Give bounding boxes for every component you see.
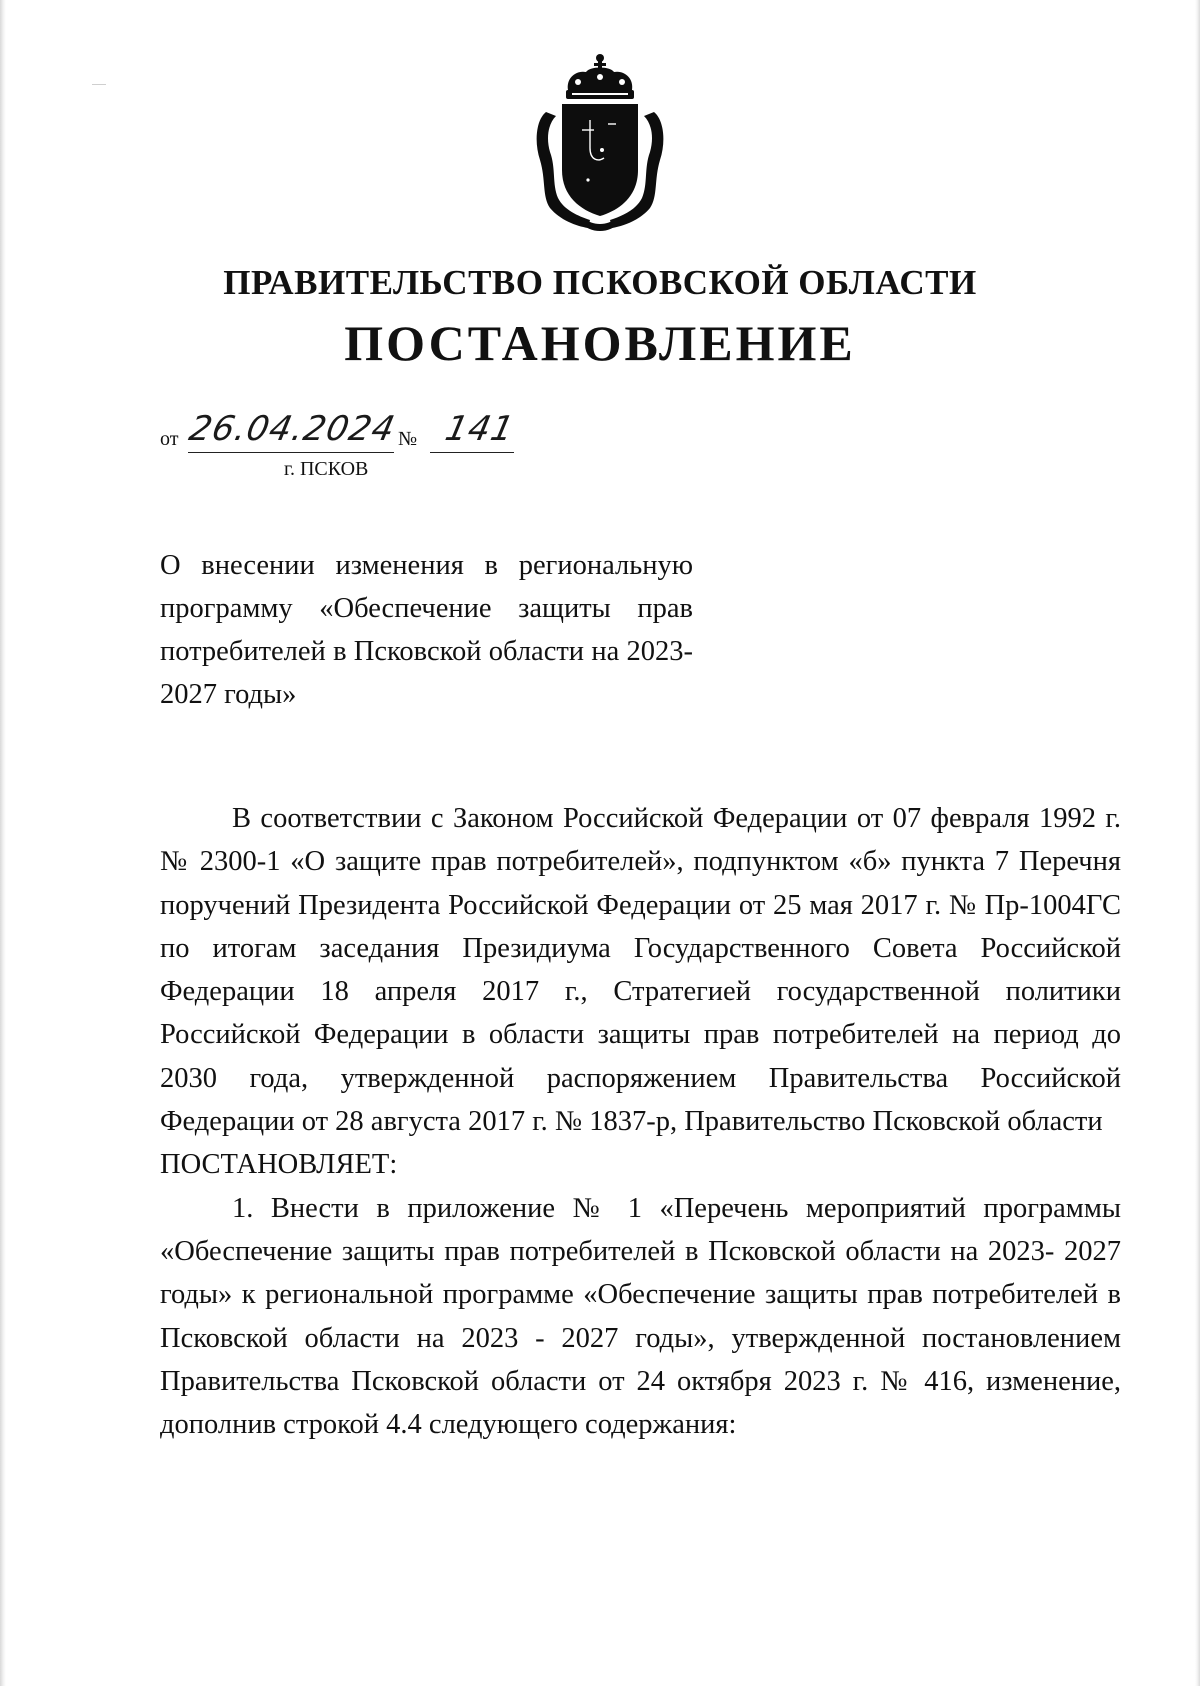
scan-edge-left	[0, 0, 6, 1686]
document-subject: О внесении изменения в региональную программу «Обеспечение защиты прав потребителей в Псковской области на 2023-2027 годы»	[160, 550, 693, 710]
document-body	[160, 797, 1121, 1446]
number-underline	[430, 452, 514, 453]
document-type-title: ПОСТАНОВЛЕНИЕ	[344, 315, 856, 371]
city-label: г. ПСКОВ	[284, 458, 369, 480]
date-prefix: от	[160, 428, 179, 450]
corner-mark	[92, 84, 106, 85]
scan-edge-right	[1195, 0, 1200, 1686]
number-prefix: №	[398, 428, 418, 450]
resolves-line: ПОСТАНОВЛЯЕТ:	[160, 1149, 398, 1181]
coat-of-arms-emblem	[520, 50, 680, 235]
handwritten-date: 26.04.2024	[185, 409, 399, 449]
handwritten-number: 141	[441, 409, 519, 449]
organization-title: ПРАВИТЕЛЬСТВО ПСКОВСКОЙ ОБЛАСТИ	[223, 263, 977, 302]
date-underline	[188, 452, 394, 453]
preamble-paragraph: В соответствии с Законом Российской Федерации от 07 февраля 1992 г. № 2300-1 «О защите прав потребителей», подпунктом «б» пункта 7 Перечня поручений Президента Российской Федерации от 25 мая 2017 г. № Пр-1004ГС по итогам заседания Президиума Государственного Совета Российской Федерации 18 апреля 2017 г., Стратегией государственной политики Российской Федерации в области защиты прав потребителей на период до 2030 года, утвержденной распоряжением Правительства Российской Федерации от 28 августа 2017 г. № 1837-р, Правительство Псковской области	[160, 803, 1121, 1138]
item-1-paragraph: 1. Внести в приложение № 1 «Перечень мероприятий программы «Обеспечение защиты прав потребителей в Псковской области на 2023- 2027 годы» к региональной программе «Обеспечение защиты прав потребителей в Псковской области на 2023 - 2027 годы», утвержденной постановлением Правительства Псковской области от 24 октября 2023 г. № 416, изменение, дополнив строкой 4.4 следующего содержания:	[160, 1192, 1121, 1441]
